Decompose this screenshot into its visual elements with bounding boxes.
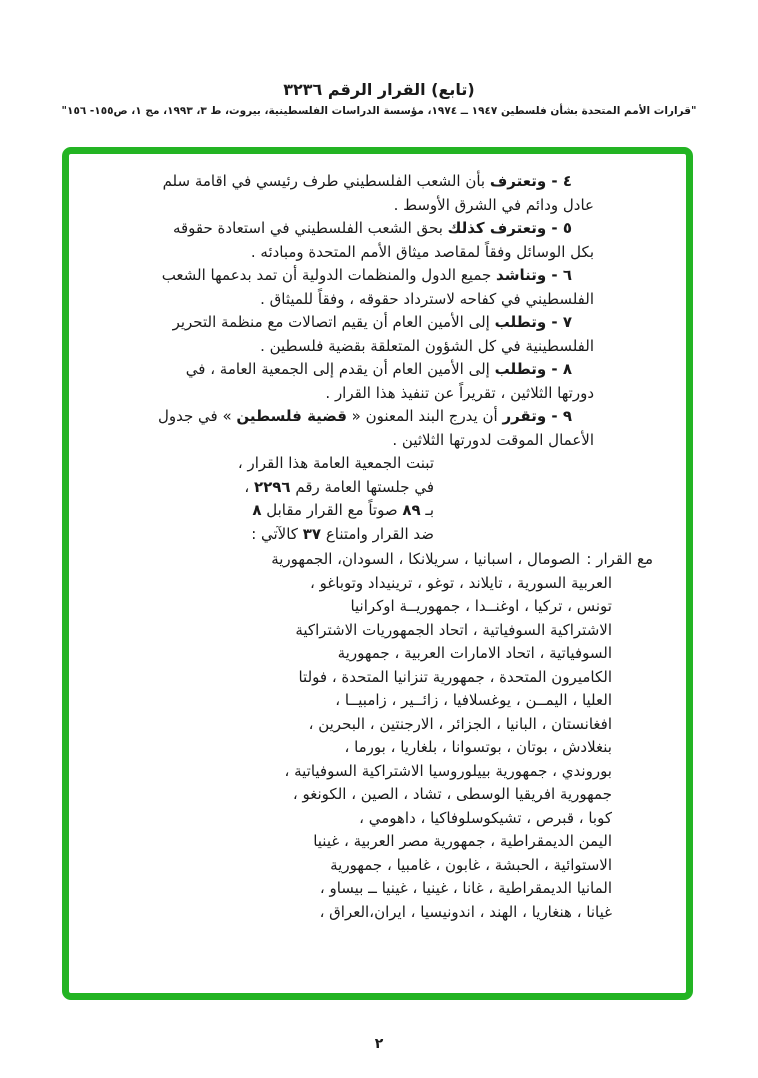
clause-line: الأعمال الموقت لدورتها الثلاثين . [392,430,594,449]
clause-keyword: ٦ - وتناشد [496,266,572,284]
session-number: ٢٢٩٦ [253,477,291,496]
voting-country-line: بنغلادش ، بوتان ، بوتسوانا ، بلغاريا ، بورما ، [344,738,612,756]
voting-country-line: المانيا الديمقراطية ، غانا ، غينيا ، غينيا ــ بيساو ، [319,879,612,897]
voting-country-line: العربية السورية ، تايلاند ، توغو ، ترينيداد وتوباغو ، [310,573,612,592]
resolution-clause [158,264,594,311]
clause-keyword: ٧ - وتطلب [494,313,572,331]
voting-for-section [158,548,653,924]
clause-line: بكل الوسائل وفقاً لمقاصد ميثاق الأمم المتحدة ومبادئه . [250,242,594,261]
voting-country-line: الصومال ، اسبانيا ، سريلانكا ، السودان، الجمهورية [271,550,580,568]
votes-against-count: ٨ [252,501,262,519]
voting-country-line: العليا ، اليمــن ، يوغسلافيا ، زائــير ، زامبيــا ، [335,691,612,709]
voting-country-line: جمهورية افريقيا الوسطى ، تشاد ، الصين ، الكونغو ، [292,785,612,803]
agenda-item-title: قضية فلسطين [236,407,347,425]
clause-keyword: ٤ - وتعترف [489,172,572,190]
resolution-clause [158,311,594,358]
clause-line: دورتها الثلاثين ، تقريراً عن تنفيذ هذا القرار . [325,383,594,402]
clause-text: بحق الشعب الفلسطيني في استعادة حقوقه [172,219,448,237]
clause-text: أن يدرج البند المعنون « [346,407,503,425]
green-border-frame [62,147,693,1000]
clause-text: إلى الأمين العام أن يقدم إلى الجمعية العامة ، في [185,360,495,378]
voting-for-label: مع القرار : [586,550,653,568]
voting-country-line: الاشتراكية السوفياتية ، اتحاد الجمهوريات الاشتراكية [295,620,612,639]
clause-keyword: ٨ - وتطلب [494,360,572,378]
abstentions-count: ٣٧ [302,524,322,543]
voting-country-line: السوفياتية ، اتحاد الامارات العربية ، جمهورية [337,644,612,662]
adoption-line: بـ ٨٩ صوتاً مع القرار مقابل ٨ [252,501,434,519]
clause-line [158,170,594,194]
clause-text: جميع الدول والمنظمات الدولية أن تمد بدعمها الشعب [161,266,497,284]
page-number: ٢ [374,1036,384,1052]
resolution-continuation-title: (تابع) القرار الرقم ٣٢٣٦ [283,80,475,99]
voting-country-line: بوروندي ، جمهورية بييلوروسيا الاشتراكية السوفياتية ، [284,761,612,780]
source-citation: "قرارات الأمم المتحدة بشأن فلسطين ١٩٤٧ ــ ١٩٧٤، مؤسسة الدراسات الفلسطينية، بيروت، ط ٣، ١٩٩٣، مج ١، ص١٥٥- ١٥٦" [61,105,697,117]
clause-line [158,217,594,241]
adoption-line: ضد القرار وامتناع ٣٧ كالآتي : [251,524,434,543]
clause-line [158,358,594,382]
clause-keyword: ٩ - وتقرر [502,407,572,425]
adoption-line: تبنت الجمعية العامة هذا القرار ، [237,454,434,472]
resolution-clause [158,170,594,217]
clause-line [158,264,594,288]
voting-country-line: غيانا ، هنغاريا ، الهند ، اندونيسيا ، ايران،العراق ، [319,902,612,921]
resolution-clause [158,358,594,405]
adoption-line: في جلستها العامة رقم ٢٢٩٦ ، [244,477,434,496]
voting-country-line: الاستوائية ، الحبشة ، غابون ، غامبيا ، جمهورية [330,855,612,874]
resolution-clause [158,217,594,264]
votes-for-count: ٨٩ [402,501,421,519]
clause-keyword: ٥ - وتعترف كذلك [447,219,572,237]
clause-text: بأن الشعب الفلسطيني طرف رئيسي في اقامة سلم [162,172,490,190]
adoption-note [158,452,434,546]
voting-country-line: افغانستان ، البانيا ، الجزائر ، الارجنتين ، البحرين ، [308,714,612,733]
voting-country-line: كوبا ، قبرص ، تشيكوسلوفاكيا ، داهومي ، [359,808,612,827]
resolution-clause [158,405,594,452]
voting-country-line: الكاميرون المتحدة ، جمهورية تنزانيا المتحدة ، فولتا [298,667,612,686]
voting-country-line: اليمن الديمقراطية ، جمهورية مصر العربية ، غينيا [313,832,612,850]
page-header [0,80,758,117]
clause-line: ٩ - وتقرر أن يدرج البند المعنون « قضية فلسطين » في جدول [157,407,572,425]
resolution-body [157,170,653,924]
clause-line [158,311,594,335]
clause-line: الفلسطيني في كفاحه لاسترداد حقوقه ، وفقاً للميثاق . [260,289,594,308]
clause-line: الفلسطينية في كل الشؤون المتعلقة بقضية فلسطين . [260,336,594,355]
clause-text: إلى الأمين العام أن يقيم اتصالات مع منظمة التحرير [172,313,495,331]
clause-line: عادل ودائم في الشرق الأوسط . [393,195,594,214]
voting-country-line: تونس ، تركيا ، اوغنــدا ، جمهوريــة اوكرانيا [350,597,612,615]
